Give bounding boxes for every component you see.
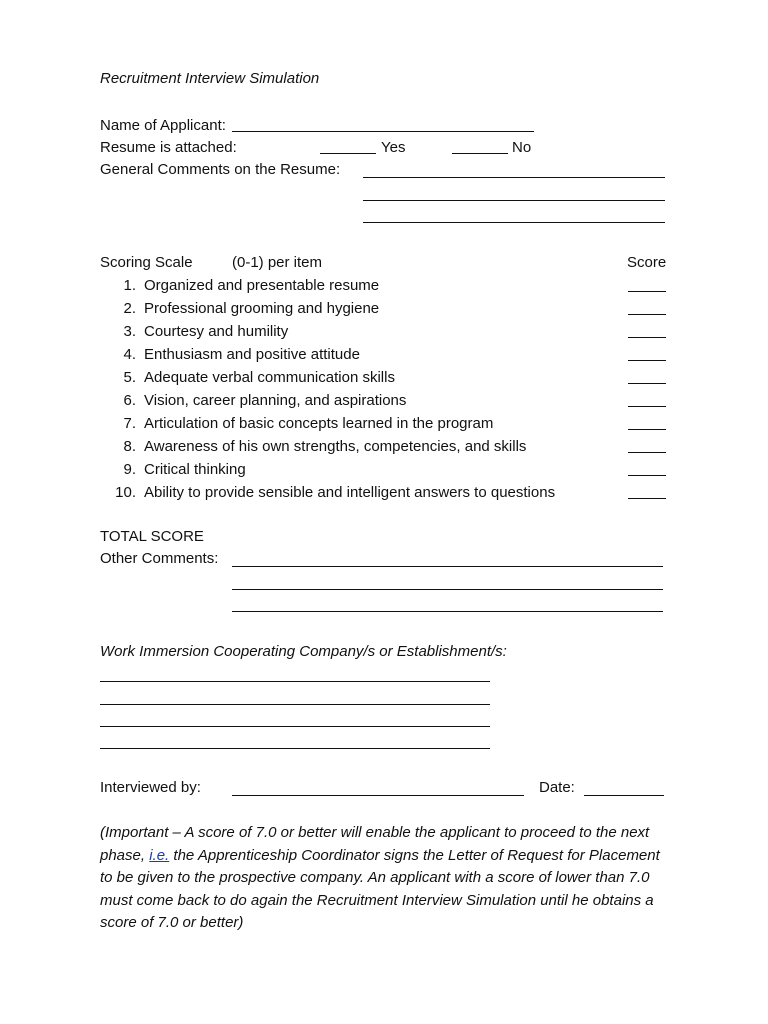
score-line-7[interactable] [628, 429, 666, 430]
comments-label: General Comments on the Resume: [100, 161, 341, 178]
comments-line-1[interactable] [363, 177, 665, 178]
item-text: Awareness of his own strengths, competencies, and skills [144, 438, 527, 455]
other-comments-label: Other Comments: [100, 550, 219, 567]
item-text: Critical thinking [144, 461, 246, 478]
company-line-2[interactable] [100, 704, 490, 705]
total-score-label: TOTAL SCORE [100, 528, 204, 545]
per-item-label: (0-1) per item [232, 254, 323, 271]
item-number: 1. [123, 277, 136, 294]
form-title: Recruitment Interview Simulation [100, 70, 320, 87]
resume-yes-line[interactable] [320, 153, 376, 154]
item-text: Articulation of basic concepts learned in the program [144, 415, 494, 432]
score-line-2[interactable] [628, 314, 666, 315]
score-line-8[interactable] [628, 452, 666, 453]
resume-label: Resume is attached: [100, 139, 237, 156]
item-number: 7. [123, 415, 136, 432]
note-text-2: the Apprenticeship Coordinator signs the Letter of Request for Placement to be given to the prospective company. An applicant with a score of lower than 7.0 must come back to do again the Recruitment Interview Simulation until he obtains a score of 7.0 or better) [100, 846, 660, 931]
item-text: Courtesy and humility [144, 323, 289, 340]
item-number: 8. [123, 438, 136, 455]
date-label: Date: [539, 779, 575, 796]
company-line-4[interactable] [100, 748, 490, 749]
comments-line-2[interactable] [363, 200, 665, 201]
item-text: Ability to provide sensible and intelligent answers to questions [144, 484, 556, 501]
score-line-1[interactable] [628, 291, 666, 292]
item-number: 4. [123, 346, 136, 363]
company-line-3[interactable] [100, 726, 490, 727]
item-number: 2. [123, 300, 136, 317]
item-text: Organized and presentable resume [144, 277, 380, 294]
score-line-3[interactable] [628, 337, 666, 338]
company-line-1[interactable] [100, 681, 490, 682]
other-comments-line-2[interactable] [232, 589, 663, 590]
item-text: Adequate verbal communication skills [144, 369, 395, 386]
score-header: Score [627, 254, 667, 271]
comments-line-3[interactable] [363, 222, 665, 223]
interviewed-by-label: Interviewed by: [100, 779, 201, 796]
date-line[interactable] [584, 795, 664, 796]
item-text: Vision, career planning, and aspirations [144, 392, 407, 409]
work-immersion-label: Work Immersion Cooperating Company/s or Establishment/s: [100, 643, 507, 660]
score-line-10[interactable] [628, 498, 666, 499]
item-text: Enthusiasm and positive attitude [144, 346, 360, 363]
item-number: 10. [115, 484, 136, 501]
item-number: 5. [123, 369, 136, 386]
resume-no-label: No [512, 139, 532, 156]
name-label: Name of Applicant: [100, 117, 226, 134]
item-text: Professional grooming and hygiene [144, 300, 380, 317]
name-field-line[interactable] [232, 131, 534, 132]
score-line-6[interactable] [628, 406, 666, 407]
item-number: 9. [123, 461, 136, 478]
item-number: 6. [123, 392, 136, 409]
score-line-9[interactable] [628, 475, 666, 476]
score-line-4[interactable] [628, 360, 666, 361]
scoring-scale-label: Scoring Scale [100, 254, 193, 271]
interviewed-by-line[interactable] [232, 795, 524, 796]
resume-yes-label: Yes [381, 139, 406, 156]
ie-link[interactable]: i.e. [149, 846, 170, 864]
score-line-5[interactable] [628, 383, 666, 384]
other-comments-line-1[interactable] [232, 566, 663, 567]
resume-no-line[interactable] [452, 153, 508, 154]
important-note [100, 822, 670, 935]
other-comments-line-3[interactable] [232, 611, 663, 612]
note-text-1: (Important – A score of 7.0 or better will enable the applicant to proceed to the next phase, [100, 824, 650, 864]
item-number: 3. [123, 323, 136, 340]
